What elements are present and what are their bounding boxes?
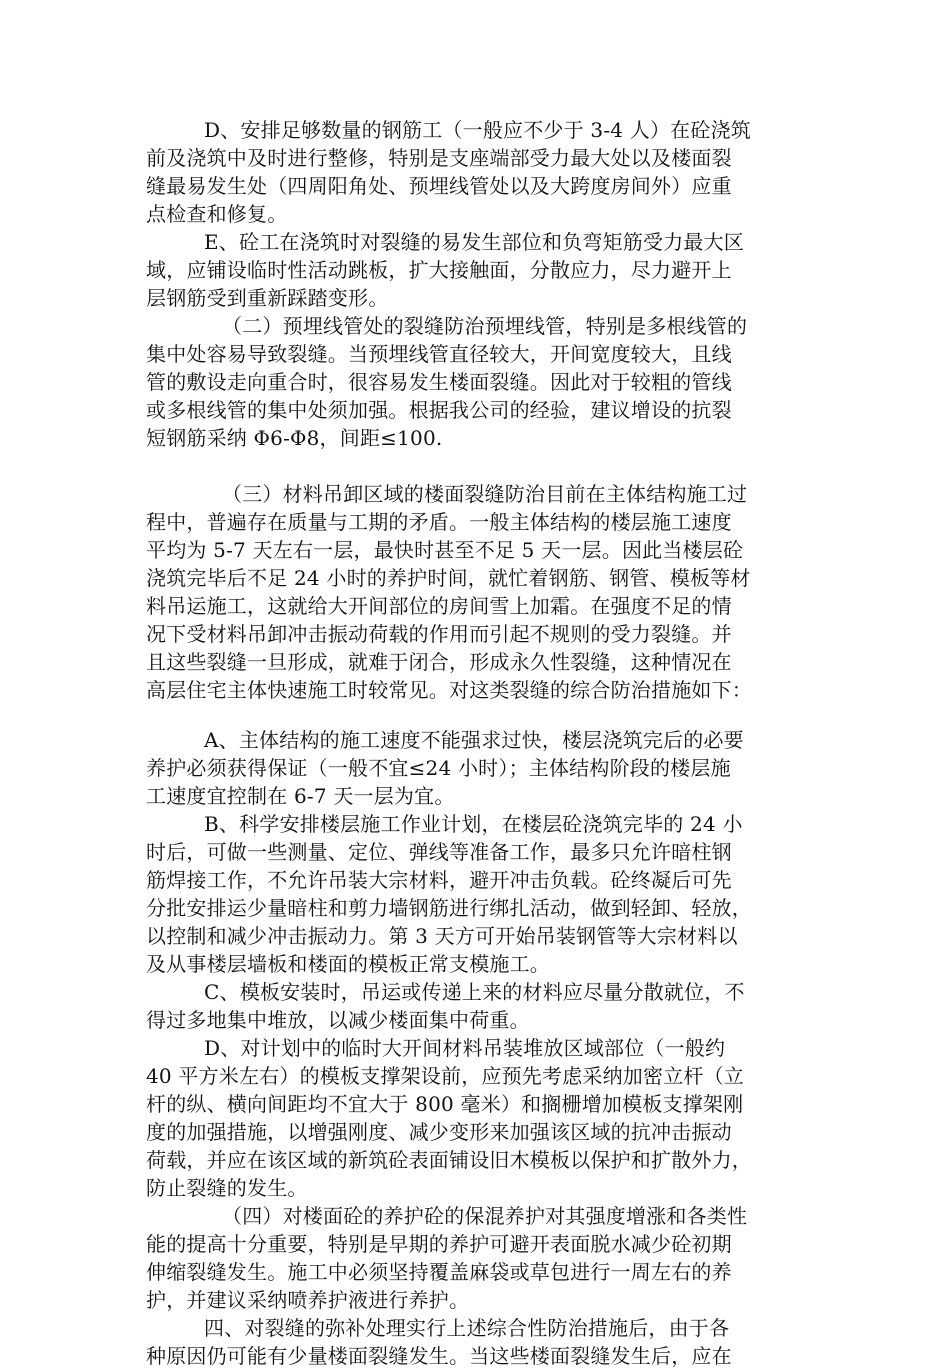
text-line: 荷载，并应在该区域的新筑砼表面铺设旧木模板以保护和扩散外力， (146, 1148, 752, 1172)
text-line: 时后，可做一些测量、定位、弹线等准备工作，最多只允许暗柱钢 (146, 840, 732, 864)
text-line: 能的提高十分重要，特别是早期的养护可避开表面脱水减少砼初期 (146, 1232, 732, 1256)
text-line: 伸缩裂缝发生。施工中必须坚持覆盖麻袋或草包进行一周左右的养 (146, 1260, 732, 1284)
text-line: （三）材料吊卸区域的楼面裂缝防治目前在主体结构施工过 (222, 482, 748, 506)
text-line: 层钢筋受到重新踩踏变形。 (146, 286, 389, 310)
text-line: 40 平方米左右）的模板支撑架设前，应预先考虑采纳加密立杆（立 (146, 1064, 745, 1088)
text-line: B、科学安排楼层施工作业计划，在楼层砼浇筑完毕的 24 小 (204, 812, 743, 836)
text-line: （四）对楼面砼的养护砼的保混养护对其强度增涨和各类性 (222, 1204, 748, 1228)
text-line: C、模板安装时，吊运或传递上来的材料应尽量分散就位，不 (204, 980, 745, 1004)
text-line: 分批安排运少量暗柱和剪力墙钢筋进行绑扎活动，做到轻卸、轻放， (146, 896, 752, 920)
text-line: 种原因仍可能有少量楼面裂缝发生。当这些楼面裂缝发生后，应在 (146, 1344, 732, 1368)
text-line: 点检查和修复。 (146, 202, 288, 226)
document-body (146, 116, 806, 1370)
text-line: 度的加强措施，以增强刚度、减少变形来加强该区域的抗冲击振动 (146, 1120, 732, 1144)
text-line: 管的敷设走向重合时，很容易发生楼面裂缝。因此对于较粗的管线 (146, 370, 732, 394)
text-line: 养护必须获得保证（一般不宜≤24 小时）；主体结构阶段的楼层施 (146, 756, 731, 780)
text-line: 或多根线管的集中处须加强。根据我公司的经验，建议增设的抗裂 (146, 398, 732, 422)
text-line: 高层住宅主体快速施工时较常见。对这类裂缝的综合防治措施如下： (146, 678, 752, 702)
text-line: 工速度宜控制在 6-7 天一层为宜。 (146, 784, 455, 808)
text-line: 料吊运施工，这就给大开间部位的房间雪上加霜。在强度不足的情 (146, 594, 732, 618)
text-line: 得过多地集中堆放，以减少楼面集中荷重。 (146, 1008, 530, 1032)
text-line: 程中，普遍存在质量与工期的矛盾。一般主体结构的楼层施工速度 (146, 510, 732, 534)
text-line: 且这些裂缝一旦形成，就难于闭合，形成永久性裂缝，这种情况在 (146, 650, 732, 674)
paragraph-section-3 (146, 480, 806, 704)
paragraph-measure-b (146, 810, 806, 978)
text-line: 筋焊接工作，不允许吊装大宗材料，避开冲击负载。砼终凝后可先 (146, 868, 732, 892)
text-line: 平均为 5-7 天左右一层，最快时甚至不足 5 天一层。因此当楼层砼 (146, 538, 744, 562)
paragraph-rebar-workers (146, 116, 806, 228)
paragraph-concrete-workers (146, 228, 806, 312)
text-line: 集中处容易导致裂缝。当预埋线管直径较大，开间宽度较大，且线 (146, 342, 732, 366)
text-line: 防止裂缝的发生。 (146, 1176, 308, 1200)
paragraph-gap (146, 704, 806, 726)
paragraph-measure-a (146, 726, 806, 810)
paragraph-measure-c (146, 978, 806, 1034)
paragraph-chapter-4 (146, 1314, 806, 1370)
text-line: 四、对裂缝的弥补处理实行上述综合性防治措施后，由于各 (204, 1316, 730, 1340)
text-line: 杆的纵、横向间距均不宜大于 800 毫米）和搁栅增加模板支撑架刚 (146, 1092, 744, 1116)
text-line: E、砼工在浇筑时对裂缝的易发生部位和负弯矩筋受力最大区 (204, 230, 744, 254)
text-line: D、对计划中的临时大开间材料吊装堆放区域部位（一般约 (204, 1036, 726, 1060)
text-line: 域，应铺设临时性活动跳板，扩大接触面，分散应力，尽力避开上 (146, 258, 732, 282)
paragraph-measure-d (146, 1034, 806, 1202)
text-line (146, 452, 806, 480)
text-line: 以控制和减少冲击振动力。第 3 天方可开始吊装钢管等大宗材料以 (146, 924, 738, 948)
text-line: 及从事楼层墙板和楼面的模板正常支模施工。 (146, 952, 550, 976)
text-line: D、安排足够数量的钢筋工（一般应不少于 3-4 人）在砼浇筑 (204, 118, 751, 142)
text-line: （二）预埋线管处的裂缝防治预埋线管，特别是多根线管的 (222, 314, 748, 338)
paragraph-section-4 (146, 1202, 806, 1314)
text-line: 缝最易发生处（四周阳角处、预埋线管处以及大跨度房间外）应重 (146, 174, 732, 198)
text-line: 浇筑完毕后不足 24 小时的养护时间，就忙着钢筋、钢管、模板等材 (146, 566, 751, 590)
text-line: 短钢筋采纳 Φ6-Φ8，间距≤100. (146, 426, 443, 450)
text-line: A、主体结构的施工速度不能强求过快，楼层浇筑完后的必要 (204, 728, 744, 752)
text-line: 前及浇筑中及时进行整修，特别是支座端部受力最大处以及楼面裂 (146, 146, 732, 170)
text-line: 护，并建议采纳喷养护液进行养护。 (146, 1288, 470, 1312)
text-line: 况下受材料吊卸冲击振动荷载的作用而引起不规则的受力裂缝。并 (146, 622, 732, 646)
paragraph-section-2 (146, 312, 806, 480)
